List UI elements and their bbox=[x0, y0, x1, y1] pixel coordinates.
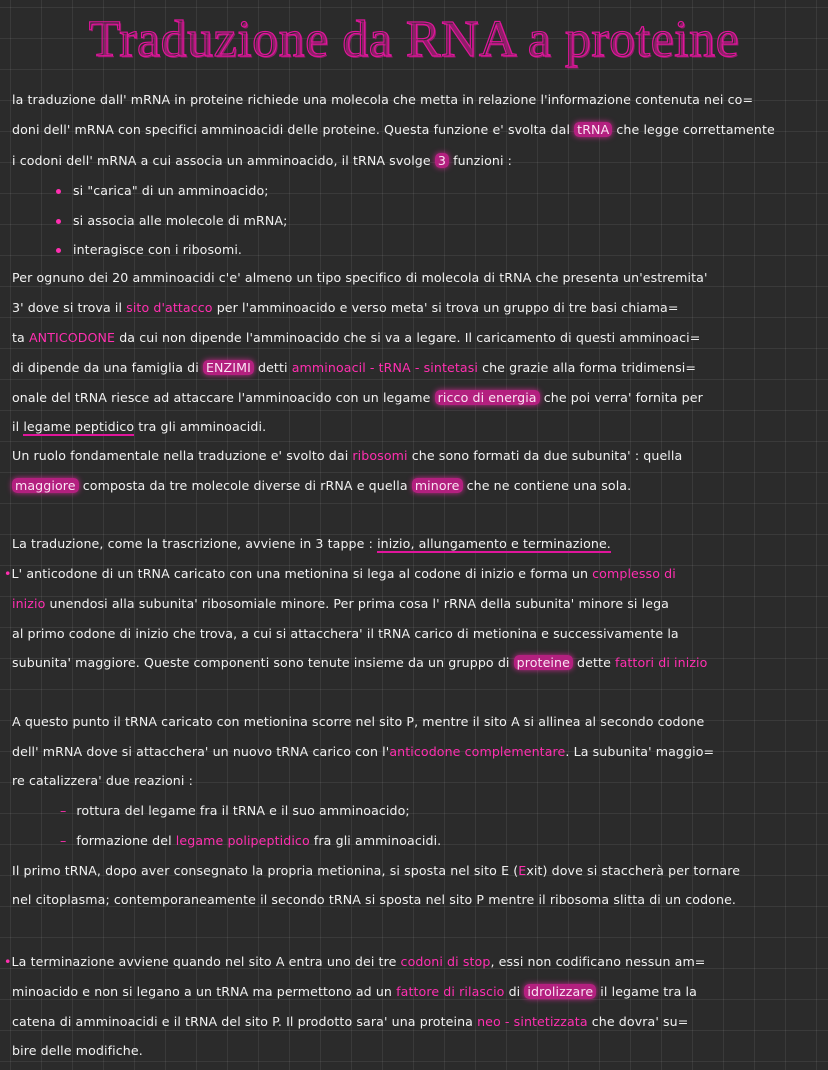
term-fattori-inizio: fattori di inizio bbox=[615, 655, 708, 670]
text-line: Un ruolo fondamentale nella traduzione e' svolto dai ribosomi che sono formati da due subunita' : quella bbox=[12, 448, 683, 463]
term-sintetasi: amminoacil - tRNA - sintetasi bbox=[291, 360, 478, 375]
bullet-icon bbox=[56, 219, 61, 224]
text-line: re catalizzera' due reazioni : bbox=[12, 773, 193, 788]
term-complesso-inizio: complesso di bbox=[592, 566, 676, 581]
text-line: inizio unendosi alla subunita' ribosomiale minore. Per prima cosa l' rRNA della subunita' minore si lega bbox=[12, 596, 669, 611]
term-codoni-stop: codoni di stop bbox=[400, 954, 491, 969]
term-neo-sintetizzata: neo - sintetizzata bbox=[477, 1014, 588, 1029]
underline-legame-peptidico: legame peptidico bbox=[23, 419, 135, 434]
list-item: – rottura del legame fra il tRNA e il suo amminoacido; bbox=[60, 803, 410, 818]
term-anticodone: ANTICODONE bbox=[28, 330, 116, 345]
highlight-3: 3 bbox=[435, 153, 449, 168]
highlight-idrolizzare: idrolizzare bbox=[524, 984, 596, 999]
list-item: si "carica" di un amminoacido; bbox=[56, 181, 820, 201]
text-line: al primo codone di inizio che trova, a cui si attacchera' il tRNA carico di metionina e successivamente la bbox=[12, 626, 679, 641]
text-line: catena di amminoacidi e il tRNA del sito P. Il prodotto sara' una proteina neo - sintetizzata che dovra' su= bbox=[12, 1014, 689, 1029]
text-line: ta ANTICODONE da cui non dipende l'amminoacido che si va a legare. Il caricamento di questi amminoaci= bbox=[12, 330, 701, 345]
term-fattore-rilascio: fattore di rilascio bbox=[396, 984, 505, 999]
list-item: interagisce con i ribosomi. bbox=[56, 240, 820, 260]
term-anticodone-complementare: anticodone complementare bbox=[389, 744, 566, 759]
highlight-maggiore: maggiore bbox=[12, 478, 79, 493]
text-line: Il primo tRNA, dopo aver consegnato la propria metionina, si sposta nel sito E (Exit) dove si staccherà per tornare bbox=[12, 863, 741, 878]
text-line: dell' mRNA dove si attacchera' un nuovo tRNA carico con l'anticodone complementare. La subunita' maggio= bbox=[12, 744, 715, 759]
dash-icon: – bbox=[60, 803, 67, 818]
highlight-proteine: proteine bbox=[514, 655, 573, 670]
text-line: doni dell' mRNA con specifici amminoacidi delle proteine. Questa funzione e' svolta dal tRNA che legge correttamente bbox=[12, 122, 775, 137]
text-line: bire delle modifiche. bbox=[12, 1043, 143, 1058]
text-line: minoacido e non si legano a un tRNA ma permettono ad un fattore di rilascio di idrolizzare il legame tra la bbox=[12, 984, 697, 999]
underline-tappe: inizio, allungamento e terminazione. bbox=[377, 536, 611, 551]
text-line: il legame peptidico tra gli amminoacidi. bbox=[12, 419, 267, 434]
text-line: i codoni dell' mRNA a cui associa un amminoacido, il tRNA svolge 3 funzioni : bbox=[12, 153, 513, 168]
text-line: maggiore composta da tre molecole diverse di rRNA e quella minore che ne contiene una sola. bbox=[12, 476, 820, 496]
highlight-ricco-energia: ricco di energia bbox=[435, 390, 540, 405]
bullet-icon: • bbox=[4, 954, 12, 969]
page-title: Traduzione da RNA a proteine bbox=[88, 11, 740, 68]
dash-icon: – bbox=[60, 833, 67, 848]
text-line: nel citoplasma; contemporaneamente il secondo tRNA si sposta nel sito P mentre il ribosoma slitta di un codone. bbox=[12, 892, 737, 907]
text-line: Per ognuno dei 20 amminoacidi c'e' almeno un tipo specifico di molecola di tRNA che presenta un'estremita' bbox=[12, 270, 708, 285]
term-ribosomi: ribosomi bbox=[352, 448, 408, 463]
bullet-icon bbox=[56, 189, 61, 194]
list-item: si associa alle molecole di mRNA; bbox=[56, 211, 820, 231]
list-item: – formazione del legame polipeptidico fra gli amminoacidi. bbox=[60, 833, 442, 848]
highlight-minore: minore bbox=[412, 478, 463, 493]
bullet-icon: • bbox=[4, 566, 12, 581]
term-legame-polipeptidico: legame polipeptidico bbox=[175, 833, 310, 848]
highlight-trna: tRNA bbox=[574, 122, 612, 137]
text-line: la traduzione dall' mRNA in proteine richiede una molecola che metta in relazione l'informazione contenuta nei co= bbox=[12, 92, 754, 107]
text-line: onale del tRNA riesce ad attaccare l'amminoacido con un legame ricco di energia che poi verra' fornita per bbox=[12, 390, 703, 405]
text-line: La traduzione, come la trascrizione, avviene in 3 tappe : inizio, allungamento e terminazione. bbox=[12, 536, 611, 551]
term-sito-attacco: sito d'attacco bbox=[126, 300, 213, 315]
text-line: A questo punto il tRNA caricato con metionina scorre nel sito P, mentre il sito A si allinea al secondo codone bbox=[12, 714, 705, 729]
highlight-enzimi: ENZIMI bbox=[203, 360, 254, 375]
text-line: 3' dove si trova il sito d'attacco per l'amminoacido e verso meta' si trova un gruppo di tre basi chiama= bbox=[12, 300, 679, 315]
text-line: subunita' maggiore. Queste componenti sono tenute insieme da un gruppo di proteine dette fattori di inizio bbox=[12, 655, 708, 670]
text-line: di dipende da una famiglia di ENZIMI detti amminoacil - tRNA - sintetasi che grazie alla forma tridimensi= bbox=[12, 360, 697, 375]
text-line: •La terminazione avviene quando nel sito A entra uno dei tre codoni di stop, essi non codificano nessun am= bbox=[4, 954, 706, 969]
text-line: •L' anticodone di un tRNA caricato con una metionina si lega al codone di inizio e forma un complesso di bbox=[4, 566, 676, 581]
bullet-icon bbox=[56, 248, 61, 253]
